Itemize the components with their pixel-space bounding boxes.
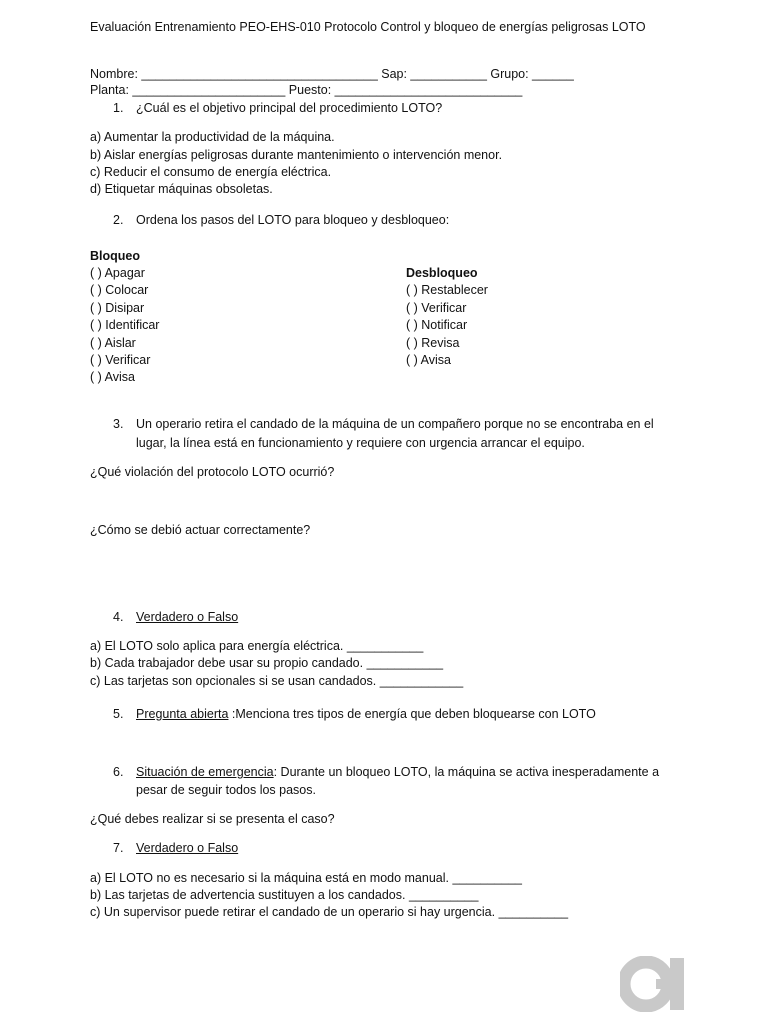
q6-line-1: [136, 764, 659, 781]
q4-item-c: c) Las tarjetas son opcionales si se usan candados. ____________: [90, 674, 464, 688]
q7-title: Verdadero o Falso: [136, 841, 239, 855]
q3-subquestion-correct-action: ¿Cómo se debió actuar correctamente?: [90, 523, 311, 537]
bloqueo-step: ( ) Apagar: [90, 266, 145, 280]
bloqueo-step: ( ) Disipar: [90, 301, 145, 315]
desbloqueo-step: ( ) Verificar: [406, 301, 467, 315]
q6-title: Situación de emergencia: [136, 765, 274, 779]
q5-line: [136, 706, 596, 723]
bloqueo-step: ( ) Identificar: [90, 318, 160, 332]
bloqueo-step: ( ) Verificar: [90, 353, 151, 367]
bloqueo-step: ( ) Aislar: [90, 336, 136, 350]
desbloqueo-step: ( ) Notificar: [406, 318, 468, 332]
document-title: Evaluación Entrenamiento PEO-EHS-010 Protocolo Control y bloqueo de energías peligrosas LOTO: [90, 20, 646, 34]
q2-number: 2.: [113, 213, 124, 227]
q4-title: Verdadero o Falso: [136, 610, 239, 624]
q3-text-line-1: Un operario retira el candado de la máquina de un compañero porque no se encontraba en el: [136, 417, 654, 431]
desbloqueo-title: Desbloqueo: [406, 266, 478, 280]
q3-number: 3.: [113, 417, 124, 431]
q2-text: Ordena los pasos del LOTO para bloqueo y desbloqueo:: [136, 213, 450, 227]
q4-number: 4.: [113, 610, 124, 624]
q1-option-b: b) Aislar energías peligrosas durante mantenimiento o intervención menor.: [90, 148, 503, 162]
q4-item-a: a) El LOTO solo aplica para energía eléctrica. ___________: [90, 639, 424, 653]
desbloqueo-step: ( ) Avisa: [406, 353, 451, 367]
bloqueo-step: ( ) Colocar: [90, 283, 149, 297]
q6-number: 6.: [113, 765, 124, 779]
q7-item-b: b) Las tarjetas de advertencia sustituyen a los candados. __________: [90, 888, 479, 902]
q6-text-line-2: pesar de seguir todos los pasos.: [136, 783, 316, 797]
q1-option-d: d) Etiquetar máquinas obsoletas.: [90, 182, 273, 196]
q1-text: ¿Cuál es el objetivo principal del procedimiento LOTO?: [136, 101, 443, 115]
q7-number: 7.: [113, 841, 124, 855]
q7-item-c: c) Un supervisor puede retirar el candado de un operario si hay urgencia. __________: [90, 905, 569, 919]
q5-title: Pregunta abierta: [136, 707, 229, 721]
desbloqueo-step: ( ) Revisa: [406, 336, 460, 350]
q3-subquestion-violation: ¿Qué violación del protocolo LOTO ocurrió?: [90, 465, 335, 479]
q1-option-a: a) Aumentar la productividad de la máquina.: [90, 130, 335, 144]
fields-line-1: Nombre: __________________________________ Sap: ___________ Grupo: ______: [90, 67, 574, 81]
q3-text-line-2: lugar, la línea está en funcionamiento y requiere con urgencia arrancar el equipo.: [136, 436, 585, 450]
bloqueo-step: ( ) Avisa: [90, 370, 135, 384]
q1-number: 1.: [113, 101, 124, 115]
q6-text-line-1: : Durante un bloqueo LOTO, la máquina se activa inesperadamente a: [273, 765, 660, 779]
q4-item-b: b) Cada trabajador debe usar su propio candado. ___________: [90, 656, 444, 670]
desbloqueo-step: ( ) Restablecer: [406, 283, 488, 297]
bloqueo-title: Bloqueo: [90, 249, 140, 263]
oi-logo-icon: [620, 956, 692, 1012]
q5-number: 5.: [113, 707, 124, 721]
q7-item-a: a) El LOTO no es necesario si la máquina está en modo manual. __________: [90, 871, 522, 885]
q1-option-c: c) Reducir el consumo de energía eléctrica.: [90, 165, 332, 179]
q6-subquestion: ¿Qué debes realizar si se presenta el caso?: [90, 812, 335, 826]
fields-line-2: Planta: ______________________ Puesto: ___________________________: [90, 83, 523, 97]
q5-text: :Menciona tres tipos de energía que deben bloquearse con LOTO: [228, 707, 596, 721]
